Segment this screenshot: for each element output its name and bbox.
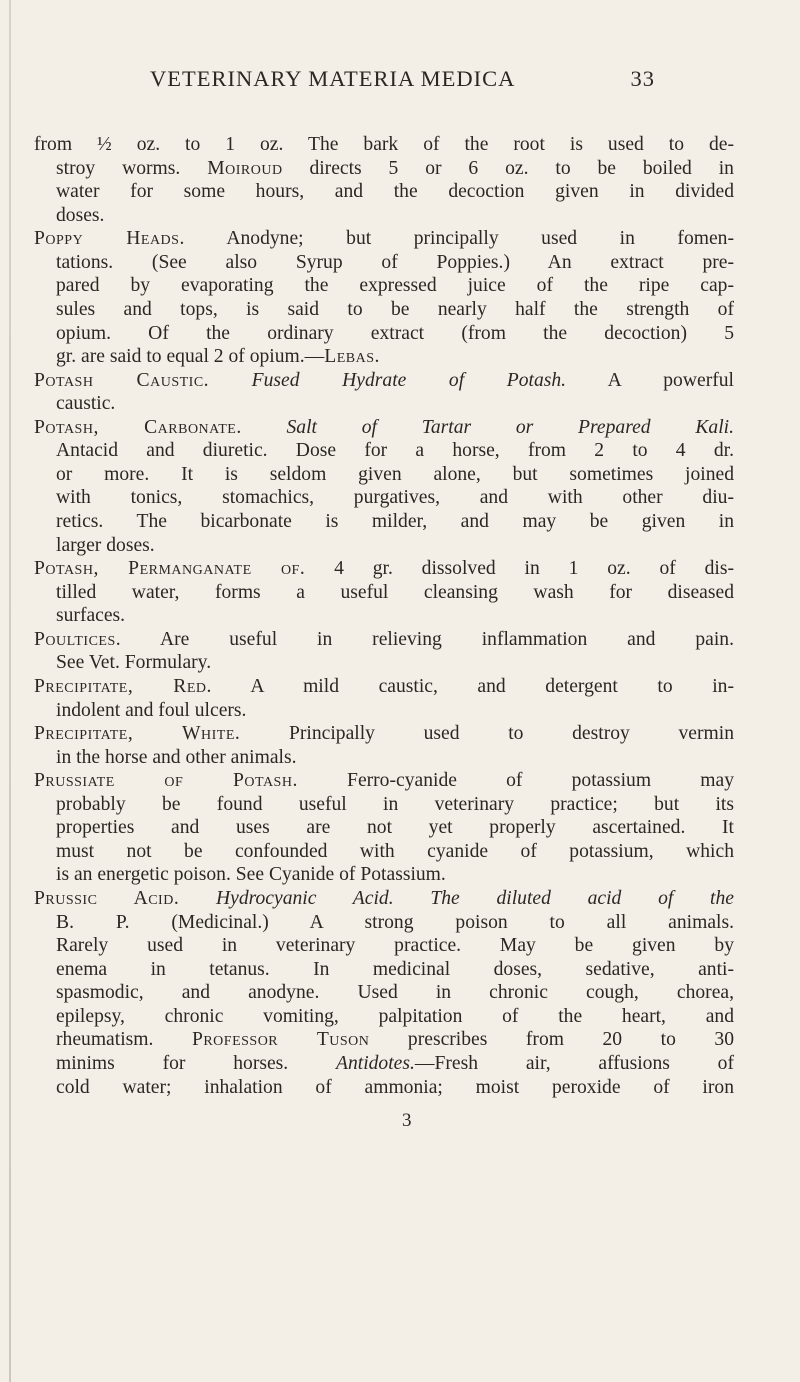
text-line — [34, 675, 734, 699]
text-run: sules and tops, is said to be nearly half the strength of — [56, 298, 734, 320]
text-line — [34, 416, 734, 440]
text-run: tations. (See also Syrup of Poppies.) An extract pre- — [56, 251, 734, 273]
text-line — [34, 133, 734, 157]
text-line — [34, 1052, 734, 1076]
text-run: minims for horses. — [56, 1052, 336, 1074]
text-run: stroy worms. — [56, 157, 208, 179]
text-line — [34, 981, 734, 1005]
text-run: cold water; inhalation of ammonia; moist peroxide of iron — [56, 1076, 734, 1098]
text-run — [209, 370, 252, 391]
text-run: water for some hours, and the decoction given in divided — [56, 181, 734, 203]
text-line — [34, 274, 734, 298]
text-line — [34, 298, 734, 322]
text-run: A powerful — [566, 369, 734, 391]
text-line — [34, 557, 734, 581]
header-title: VETERINARY MATERIA MEDICA — [150, 66, 516, 91]
text-run: caustic. — [56, 393, 116, 415]
text-run: epilepsy, chronic vomiting, palpitation of the heart, and — [56, 1005, 734, 1027]
text-run: —Fresh air, affusions of — [414, 1052, 734, 1074]
entry-term: Precipitate, Red. — [34, 675, 212, 697]
page-number: 33 — [630, 66, 655, 91]
italic-text: Salt of Tartar or Prepared Kali. — [286, 416, 734, 438]
body-text — [34, 133, 734, 1099]
text-run: See Vet. Formulary. — [56, 652, 212, 674]
text-run: Antacid and diuretic. Dose for a horse, from 2 to 4 dr. — [56, 440, 734, 462]
entry-term: Prussiate of Potash. — [34, 770, 298, 792]
text-line — [34, 251, 734, 275]
text-run: gr. are said to equal 2 of opium.— — [56, 346, 325, 368]
text-run: B. P. (Medicinal.) A strong poison to all animals. — [56, 911, 734, 933]
text-line — [34, 722, 734, 746]
text-run: A mild caustic, and detergent to in- — [211, 675, 734, 697]
entry-term: Potash Caustic. — [34, 369, 210, 391]
text-line — [34, 1028, 734, 1052]
text-run: or more. It is seldom given alone, but sometimes joined — [56, 463, 734, 485]
text-line — [34, 486, 734, 510]
text-line — [34, 180, 734, 204]
text-line — [34, 793, 734, 817]
text-run: with tonics, stomachics, purgatives, and with other diu- — [56, 487, 734, 509]
text-run: probably be found useful in veterinary practice; but its — [56, 793, 734, 815]
text-line — [34, 958, 734, 982]
page-edge-shadow — [9, 0, 11, 1382]
text-line — [34, 769, 734, 793]
entry-term: Moiroud — [207, 157, 283, 179]
text-line — [34, 816, 734, 840]
text-run: enema in tetanus. In medicinal doses, sedative, anti- — [56, 958, 734, 980]
text-run: must not be confounded with cyanide of potassium, which — [56, 840, 734, 862]
text-run: tilled water, forms a useful cleansing wash for diseased — [56, 581, 734, 603]
text-run: properties and uses are not yet properly ascertained. It — [56, 817, 734, 839]
text-line — [34, 581, 734, 605]
text-line — [34, 628, 734, 652]
entry-term: Poultices. — [34, 628, 122, 650]
entry-term: Potash, Carbonate. — [34, 416, 242, 438]
text-line — [34, 534, 734, 558]
text-line — [34, 1076, 734, 1100]
italic-text: Hydrocyanic Acid. The diluted acid of the — [215, 888, 734, 909]
text-line — [34, 604, 734, 628]
printer-signature: 3 — [402, 1110, 412, 1131]
text-run: prescribes from 20 to 30 — [369, 1029, 734, 1051]
text-run: Are useful in relieving inflammation and pain. — [121, 628, 734, 650]
text-run — [242, 417, 287, 438]
text-line — [34, 463, 734, 487]
entry-term: Professor Tuson — [191, 1029, 370, 1051]
text-run: spasmodic, and anodyne. Used in chronic cough, chorea, — [56, 982, 734, 1004]
text-line — [34, 1005, 734, 1029]
italic-text: Antidotes. — [335, 1052, 415, 1074]
text-line — [34, 227, 734, 251]
text-line — [34, 345, 734, 369]
text-run: retics. The bicarbonate is milder, and may be given in — [56, 511, 734, 532]
entry-term: Prussic Acid. — [34, 888, 180, 909]
text-line — [34, 510, 734, 534]
text-run: from ½ oz. to 1 oz. The bark of the root is used to de- — [34, 134, 734, 155]
text-run: surfaces. — [56, 605, 126, 627]
text-run: directs 5 or 6 oz. to be boiled in — [282, 157, 734, 179]
text-run: opium. Of the ordinary extract (from the decoction) 5 — [56, 322, 734, 344]
text-run: doses. — [56, 204, 105, 226]
text-run: Rarely used in veterinary practice. May be given by — [56, 935, 734, 957]
text-line — [34, 699, 734, 723]
text-run: 4 gr. dissolved in 1 oz. of dis- — [305, 558, 734, 580]
italic-text: Fused Hydrate of Potash. — [251, 369, 567, 391]
text-run: Ferro-cyanide of potassium may — [297, 770, 734, 792]
entry-term: Poppy Heads. — [34, 228, 185, 250]
text-run: rheumatism. — [56, 1029, 192, 1051]
entry-term: Precipitate, White. — [34, 723, 241, 745]
text-line — [34, 651, 734, 675]
text-line — [34, 439, 734, 463]
entry-term: Lebas. — [324, 346, 380, 368]
text-line — [34, 204, 734, 228]
text-line — [34, 911, 734, 935]
text-line — [34, 392, 734, 416]
text-line — [34, 369, 734, 393]
text-run: pared by evaporating the expressed juice of the ripe cap- — [56, 275, 734, 297]
text-line — [34, 840, 734, 864]
text-line — [34, 322, 734, 346]
text-line — [34, 863, 734, 887]
text-run: Anodyne; but principally used in fomen- — [184, 228, 734, 250]
text-run: in the horse and other animals. — [56, 746, 297, 768]
text-line — [34, 157, 734, 181]
entry-term: Potash, Permanganate of. — [34, 558, 306, 580]
text-run: indolent and foul ulcers. — [56, 699, 247, 721]
text-line — [34, 746, 734, 770]
text-line — [34, 887, 734, 911]
running-header — [150, 66, 655, 92]
text-line — [34, 934, 734, 958]
text-run: larger doses. — [56, 534, 155, 556]
text-run: Principally used to destroy vermin — [240, 723, 734, 745]
text-run: is an energetic poison. See Cyanide of Potassium. — [56, 864, 446, 886]
text-run — [179, 888, 216, 909]
